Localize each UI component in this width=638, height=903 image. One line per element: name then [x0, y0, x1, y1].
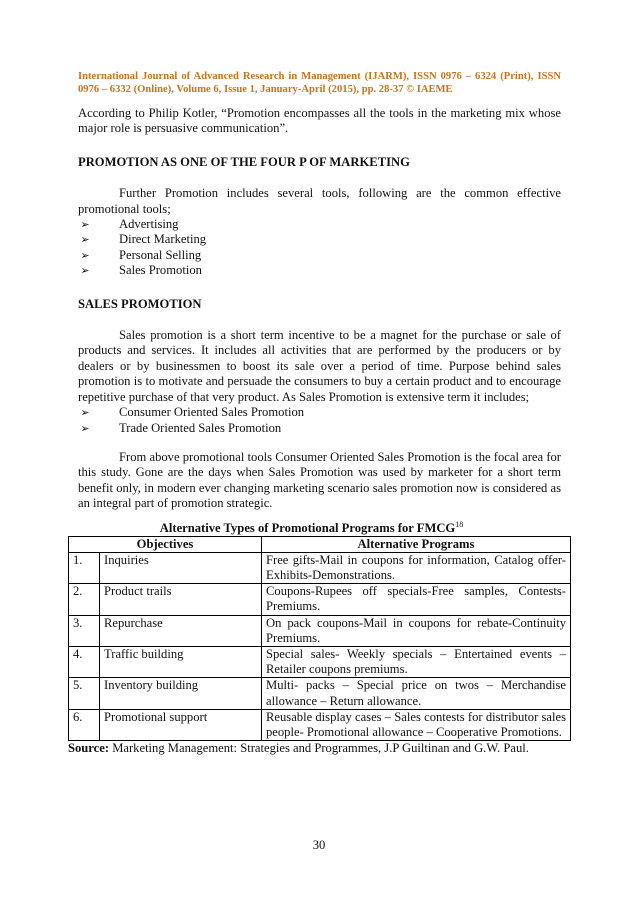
sales-promotion-paragraph: Sales promotion is a short term incentive to be a magnet for the purchase or sale of products and services. It includes all activities that are performed by the producers or by dealers or by businessmen to boost its sale over a period of time. Purpose behind sales promotion is to motivate and persuade the consumers to buy a certain product and to encourage repetitive purchase of that very product. As Sales Promotion is extensive term it includes;	[78, 328, 561, 404]
list-item-text: Sales Promotion	[119, 263, 202, 278]
table-row	[69, 709, 571, 740]
arrow-bullet-icon: ➢	[80, 264, 90, 278]
table-row	[69, 646, 571, 677]
page-number: 30	[312, 838, 326, 852]
list-item-text: Direct Marketing	[119, 232, 207, 247]
list-item-text: Trade Oriented Sales Promotion	[119, 420, 282, 435]
intro-paragraph: According to Philip Kotler, “Promotion encompasses all the tools in the marketing mix whose major role is persuasive communication”.	[78, 106, 561, 136]
programs-cell: Free gifts-Mail in coupons for information, Catalog offer-Exhibits-Demonstrations.	[262, 552, 571, 583]
promotion-paragraph: Further Promotion includes several tools, following are the common effective promotional tools;	[78, 186, 561, 216]
table-row	[69, 584, 571, 615]
programs-cell: Coupons-Rupees off specials-Free samples, Contests-Premiums.	[262, 584, 571, 615]
list-item-text: Personal Selling	[119, 247, 202, 262]
row-number-cell: 2.	[69, 584, 100, 615]
journal-header: International Journal of Advanced Research in Management (IJARM), ISSN 0976 – 6324 (Print), ISSN 0976 – 6332 (Online), Volume 6, Issue 1, January-April (2015), pp. 28-37 © IAEME	[78, 71, 561, 95]
objective-cell: Traffic building	[100, 646, 262, 677]
list-item-text: Consumer Oriented Sales Promotion	[119, 405, 305, 420]
source-label: Source:	[68, 741, 110, 756]
programs-cell: Reusable display cases – Sales contests for distributor sales people- Promotional allowance – Cooperative Promotions.	[262, 709, 571, 740]
promotional-tools-list	[78, 217, 561, 279]
list-item	[78, 232, 561, 247]
table-row	[69, 615, 571, 646]
list-item	[78, 263, 561, 278]
objective-cell: Inventory building	[100, 678, 262, 709]
table-header-row	[69, 536, 571, 552]
column-header-objectives: Objectives	[69, 536, 262, 552]
programs-cell: Special sales- Weekly specials – Entertained events – Retailer coupons premiums.	[262, 646, 571, 677]
arrow-bullet-icon: ➢	[80, 233, 90, 247]
arrow-bullet-icon: ➢	[80, 406, 90, 420]
programs-cell: Multi- packs – Special price on twos – Merchandise allowance – Return allowance.	[262, 678, 571, 709]
promotional-programs-table	[68, 536, 571, 742]
arrow-bullet-icon: ➢	[80, 218, 90, 232]
section-heading-promotion: PROMOTION AS ONE OF THE FOUR P OF MARKETING	[78, 154, 410, 169]
programs-cell: On pack coupons-Mail in coupons for rebate-Continuity Premiums.	[262, 615, 571, 646]
column-header-alternative-programs: Alternative Programs	[262, 536, 571, 552]
table-body	[69, 552, 571, 740]
list-item	[78, 248, 561, 263]
list-item	[78, 421, 561, 436]
source-citation	[68, 741, 551, 756]
sales-promotion-types-list	[78, 405, 561, 436]
table-title-reference: 18	[455, 519, 464, 529]
arrow-bullet-icon: ➢	[80, 421, 90, 435]
source-text: Marketing Management: Strategies and Programmes, J.P Guiltinan and G.W. Paul.	[109, 741, 529, 756]
row-number-cell: 6.	[69, 709, 100, 740]
section-heading-sales-promotion: SALES PROMOTION	[78, 296, 202, 311]
list-item	[78, 217, 561, 232]
arrow-bullet-icon: ➢	[80, 248, 90, 262]
focal-area-paragraph: From above promotional tools Consumer Oriented Sales Promotion is the focal area for this study. Gone are the days when Sales Promotion was used by marketer for a short term benefit only, in modern ever changing marketing scenario sales promotion now is considered as an integral part of promotion strategic.	[78, 449, 561, 511]
list-item-text: Advertising	[119, 217, 179, 232]
table-row	[69, 552, 571, 583]
list-item	[78, 405, 561, 420]
table-title-text: Alternative Types of Promotional Programs for FMCG	[159, 520, 456, 535]
objective-cell: Inquiries	[100, 552, 262, 583]
document-page	[68, 70, 566, 756]
row-number-cell: 1.	[69, 552, 100, 583]
row-number-cell: 5.	[69, 678, 100, 709]
spacer	[78, 436, 561, 450]
row-number-cell: 4.	[69, 646, 100, 677]
objective-cell: Repurchase	[100, 615, 262, 646]
table-row	[69, 678, 571, 709]
table-title	[70, 517, 553, 536]
objective-cell: Product trails	[100, 584, 262, 615]
row-number-cell: 3.	[69, 615, 100, 646]
objective-cell: Promotional support	[100, 709, 262, 740]
